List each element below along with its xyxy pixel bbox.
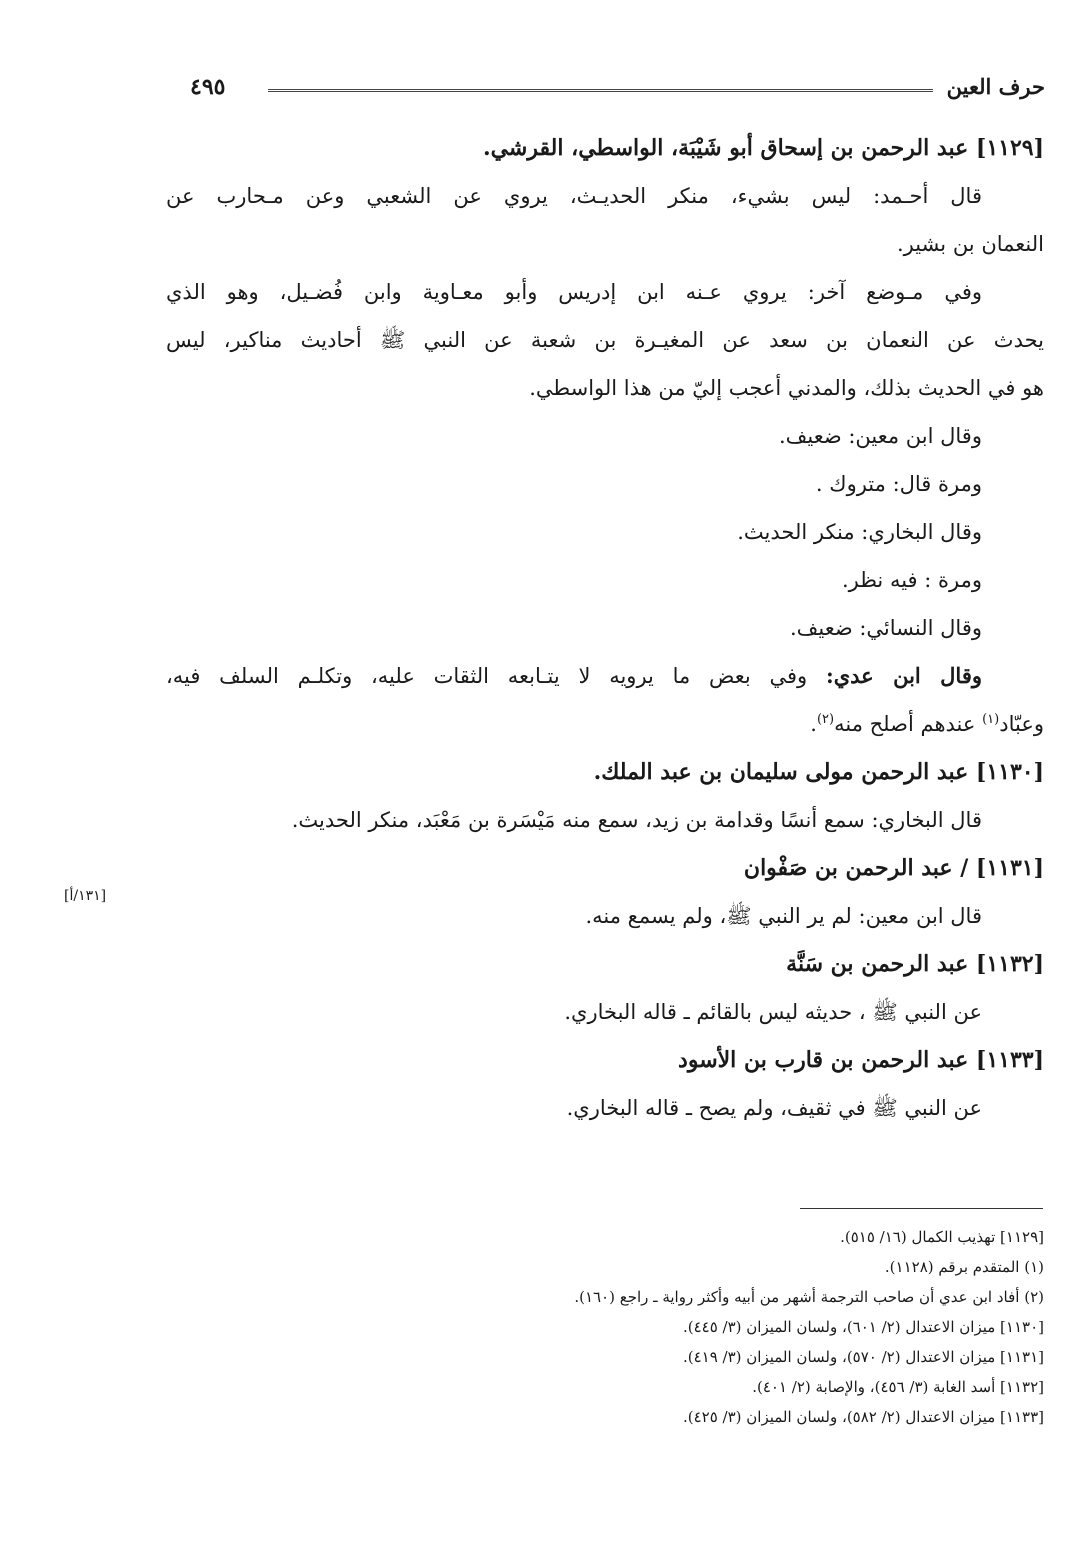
text-line: ومرة قال: متروك . — [815, 472, 982, 496]
margin-folio-note: [١٣١/أ] — [64, 888, 107, 904]
footnote-ref-1: (١) — [982, 712, 1000, 727]
text-line: قال البخاري: سمع أنسًا وقدامة بن زيد، سمع منه مَيْسَرة بن مَعْبَد، منكر الحديث. — [291, 808, 982, 832]
text-run: وعبّاد — [999, 712, 1044, 736]
text-line: النعمان بن بشير. — [896, 232, 1044, 256]
footnotes — [144, 1222, 1044, 1432]
text-line: عن النبي ﷺ في ثقيف، ولم يصح ـ قاله البخاري. — [566, 1096, 982, 1120]
header-rule — [268, 89, 933, 92]
text-line: عن النبي ﷺ ، حديثه ليس بالقائم ـ قاله البخاري. — [564, 1000, 982, 1024]
folio-separator: / — [952, 855, 976, 881]
entry-number: [١١٣٣] — [975, 1047, 1044, 1073]
text-line — [166, 700, 1044, 748]
text-line: هو في الحديث بذلك، والمدني أعجب إليّ من هذا الواسطي. — [529, 376, 1044, 400]
entry-heading-1131 — [166, 844, 1044, 892]
text-line — [166, 652, 1044, 700]
entry-name: عبد الرحمن بن قارب بن الأسود — [678, 1047, 969, 1073]
entry-heading-1133 — [166, 1036, 1044, 1084]
text-line: ومرة : فيه نظر. — [841, 568, 982, 592]
speaker-label: وقال ابن عدي: — [825, 663, 983, 688]
text-run: وفي بعض ما يرويه لا يتـابعه الثقات عليه، وتكلـم السلف فيه، — [166, 664, 826, 688]
text-line: يحدث عن النعمان بن سعد عن المغيـرة بن شعبة عن النبي ﷺ أحاديث مناكير، ليس — [166, 328, 1044, 352]
main-text — [166, 124, 1044, 1132]
entry-number: [١١٣١] — [975, 855, 1044, 881]
entry-name: عبد الرحمن مولى سليمان بن عبد الملك. — [593, 759, 969, 785]
entry-name: عبد الرحمن بن صَفْوان — [743, 855, 953, 881]
text-line: قال ابن معين: لم ير النبي ﷺ، ولم يسمع منه. — [585, 904, 982, 928]
text-line: وفي مـوضع آخر: يروي عـنه ابن إدريس وأبو معـاوية وابن فُضـيل، وهو الذي — [166, 280, 982, 304]
entry-name: عبد الرحمن بن سَنَّة — [786, 951, 969, 977]
footnote: (١) المتقدم برقم (١١٢٨). — [884, 1258, 1044, 1276]
page-number: ٤٩٥ — [190, 74, 226, 100]
entry-number: [١١٢٩] — [975, 135, 1044, 161]
text-line: قال أحـمد: ليس بشيء، منكر الحديـث، يروي عن الشعبي وعن مـحارب عن — [166, 184, 982, 208]
footnote: (٢) أفاد ابن عدي أن صاحب الترجمة أشهر من أبيه وأكثر رواية ـ راجع (١٦٠). — [574, 1288, 1044, 1306]
footnote-separator — [800, 1208, 1043, 1209]
entry-heading-1132 — [166, 940, 1044, 988]
entry-heading-1130 — [166, 748, 1044, 796]
entry-number: [١١٣٢] — [975, 951, 1044, 977]
footnote: [١١٣٠] ميزان الاعتدال (٢/ ٦٠١)، ولسان الميزان (٣/ ٤٤٥). — [682, 1318, 1044, 1336]
running-header — [190, 74, 1045, 108]
text-line: وقال النسائي: ضعيف. — [789, 616, 982, 640]
text-line: وقال ابن معين: ضعيف. — [778, 424, 982, 448]
footnote: [١١٣٣] ميزان الاعتدال (٢/ ٥٨٢)، ولسان الميزان (٣/ ٤٢٥). — [682, 1408, 1044, 1426]
entry-name: عبد الرحمن بن إسحاق أبو شَيْبَة، الواسطي، القرشي. — [482, 135, 969, 161]
entry-number: [١١٣٠] — [975, 759, 1044, 785]
entry-heading-1129 — [166, 124, 1044, 172]
text-run: . — [810, 712, 817, 736]
footnote-ref-2: (٢) — [816, 712, 835, 727]
footnote: [١١٣٢] أسد الغابة (٣/ ٤٥٦)، والإصابة (٢/ ٤٠١). — [752, 1378, 1044, 1396]
text-line: وقال البخاري: منكر الحديث. — [737, 520, 982, 544]
text-run: عندهم أصلح منه — [834, 712, 983, 736]
footnote: [١١٣١] ميزان الاعتدال (٢/ ٥٧٠)، ولسان الميزان (٣/ ٤١٩). — [682, 1348, 1044, 1366]
footnote: [١١٢٩] تهذيب الكمال (١٦/ ٥١٥). — [840, 1228, 1044, 1246]
chapter-title: حرف العين — [946, 74, 1045, 99]
